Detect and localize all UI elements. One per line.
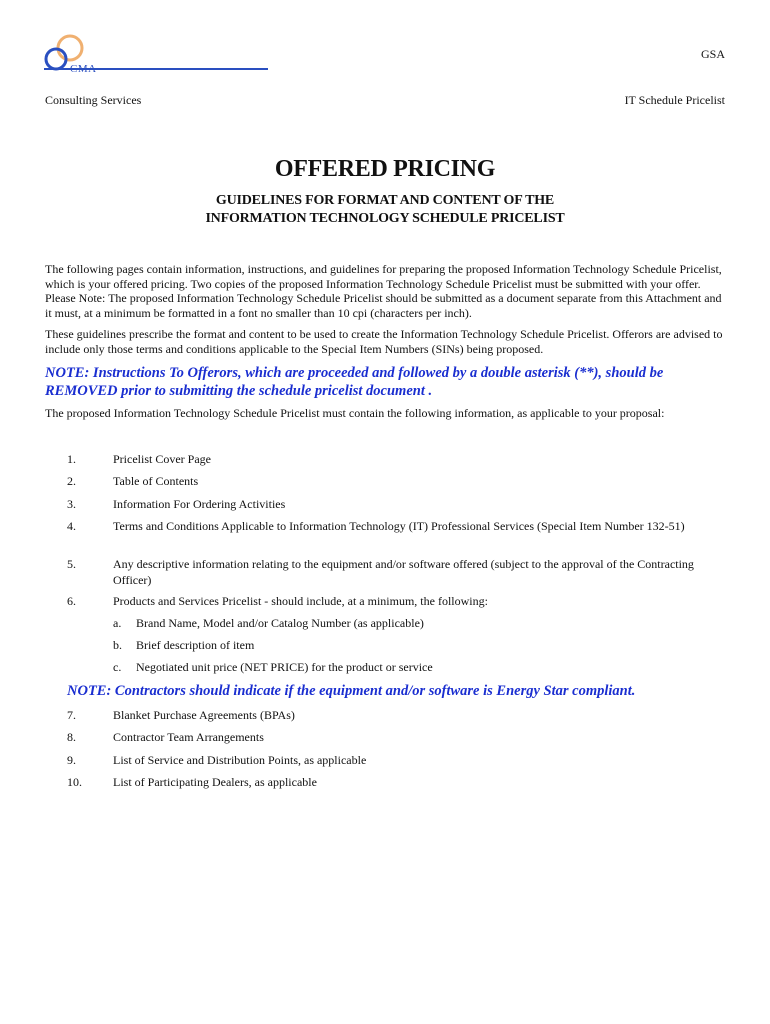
subtitle-line-2: INFORMATION TECHNOLOGY SCHEDULE PRICELIST <box>205 211 565 226</box>
list-item-number: 6. <box>67 594 76 608</box>
list-item-text: Any descriptive information relating to the equipment and/or software offered (subject to the approval of the Contracting Officer) <box>113 557 694 587</box>
list-item-text: Terms and Conditions Applicable to Information Technology (IT) Professional Services (Special Item Number 132-51) <box>113 519 685 533</box>
instructions-note: NOTE: Instructions To Offerors, which are proceeded and followed by a double asterisk (**), should be REMOVED prior to submitting the schedule pricelist document . <box>45 365 664 399</box>
sublist-item-text: Negotiated unit price (NET PRICE) for the product or service <box>136 660 433 674</box>
list-item-number: 1. <box>67 452 76 466</box>
list-item-text: Products and Services Pricelist - should include, at a minimum, the following: <box>113 594 488 608</box>
sublist-item-letter: a. <box>113 616 122 630</box>
energy-star-note: NOTE: Contractors should indicate if the equipment and/or software is Energy Star compliant. <box>67 683 636 699</box>
list-item-text: Information For Ordering Activities <box>113 497 286 511</box>
sublist-item-letter: b. <box>113 638 122 652</box>
list-item-number: 2. <box>67 474 76 488</box>
header-document-type: IT Schedule Pricelist <box>624 93 725 107</box>
list-item-text: List of Service and Distribution Points, as applicable <box>113 753 367 767</box>
requirements-intro: The proposed Information Technology Schedule Pricelist must contain the following information, as applicable to your proposal: <box>45 406 665 420</box>
sublist-item-text: Brief description of item <box>136 638 255 652</box>
intro-paragraph: The following pages contain information, instructions, and guidelines for preparing the proposed Information Technology Schedule Pricelist, which is your offered pricing. Two copies of the proposed Information Technology Schedule Pricelist must be submitted with your offer. Please Note: The proposed Information Technology Schedule Pricelist should be submitted as a document separate from this Attachment and it must, at a minimum be formatted in a font no smaller than 10 cpi (characters per inch). <box>45 262 722 320</box>
guidelines-paragraph: These guidelines prescribe the format and content to be used to create the Information Technology Schedule Pricelist. Offerors are advised to include only those terms and conditions applicable to the Special Item Numbers (SINs) being proposed. <box>45 327 723 356</box>
list-item-text: Pricelist Cover Page <box>113 452 211 466</box>
list-item-number: 5. <box>67 557 76 571</box>
subtitle-line-1: GUIDELINES FOR FORMAT AND CONTENT OF THE <box>215 193 555 208</box>
list-item-text: Blanket Purchase Agreements (BPAs) <box>113 708 295 722</box>
header-rule <box>44 68 268 70</box>
list-item-number: 8. <box>67 730 76 744</box>
sublist-item-letter: c. <box>113 660 122 674</box>
header-company-subtitle: Consulting Services <box>45 93 142 107</box>
list-item-number: 4. <box>67 519 76 533</box>
list-item-number: 10. <box>67 775 82 789</box>
list-item-text: Contractor Team Arrangements <box>113 730 264 744</box>
list-item-number: 7. <box>67 708 76 722</box>
list-item-text: Table of Contents <box>113 474 199 488</box>
sublist-item-text: Brand Name, Model and/or Catalog Number (as applicable) <box>136 616 424 630</box>
logo-text: CMA <box>70 63 97 75</box>
list-item-number: 9. <box>67 753 76 767</box>
header-agency: GSA <box>700 47 725 61</box>
page-title: OFFERED PRICING <box>274 156 496 182</box>
list-item-text: List of Participating Dealers, as applicable <box>113 775 317 789</box>
list-item-number: 3. <box>67 497 76 511</box>
